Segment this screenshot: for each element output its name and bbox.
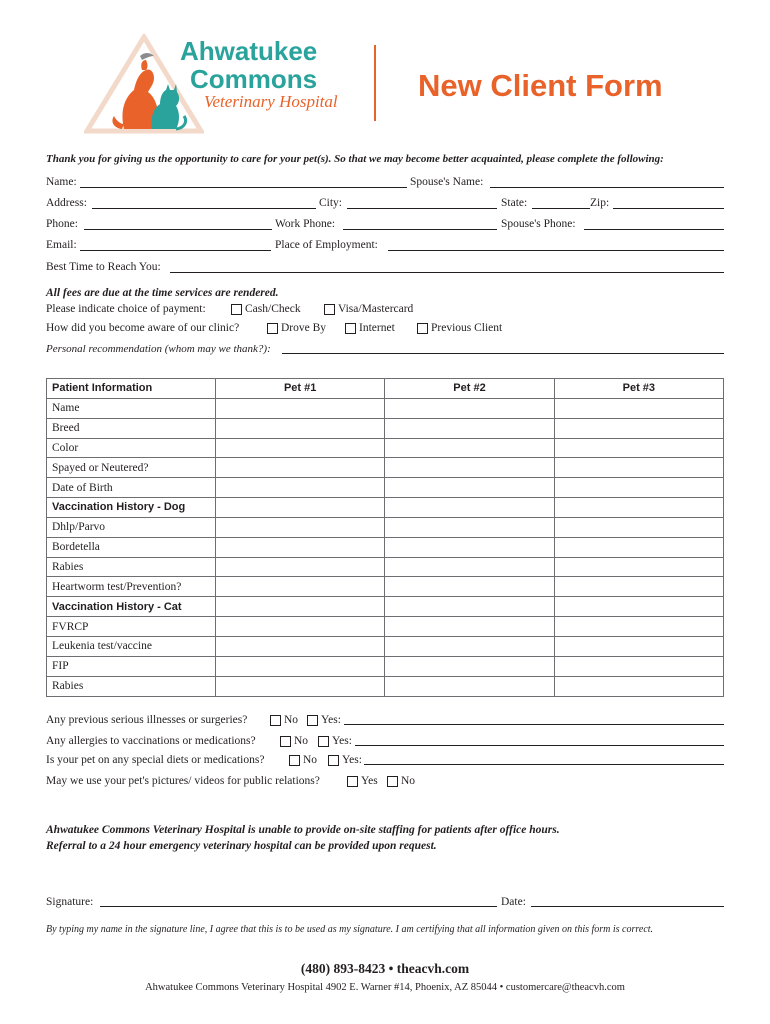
table-row	[47, 478, 724, 498]
logo-line2: Commons	[190, 64, 318, 94]
pet-1-cell[interactable]	[216, 617, 385, 637]
pet-2-cell[interactable]	[385, 656, 554, 676]
cash-check-checkbox[interactable]	[231, 304, 242, 315]
header-pet-2: Pet #2	[385, 379, 554, 399]
table-row	[47, 577, 724, 597]
q1-no-checkbox[interactable]	[270, 715, 281, 726]
table-row	[47, 517, 724, 537]
q3-no-checkbox[interactable]	[289, 755, 300, 766]
drove-by-label: Drove By	[281, 322, 327, 334]
table-row	[47, 458, 724, 478]
q2-yes-label: Yes:	[332, 735, 352, 747]
form-title: New Client Form	[418, 68, 663, 103]
pet-3-cell[interactable]	[554, 676, 723, 696]
pet-2-cell	[385, 597, 554, 617]
q2-label: Any allergies to vaccinations or medications?	[46, 735, 256, 747]
intro-text: Thank you for giving us the opportunity to care for your pet(s). So that we may become better acquainted, please complete the following:	[46, 153, 664, 165]
name-label: Name:	[46, 176, 77, 188]
spouse-name-label: Spouse's Name:	[410, 176, 484, 188]
q2-yes-checkbox[interactable]	[318, 736, 329, 747]
spouse-phone-field[interactable]	[584, 229, 724, 230]
row-label: Dhlp/Parvo	[47, 517, 216, 537]
q3-yes-checkbox[interactable]	[328, 755, 339, 766]
q4-yes-checkbox[interactable]	[347, 776, 358, 787]
table-row	[47, 498, 724, 518]
logo	[84, 34, 354, 134]
logo-line1: Ahwatukee	[180, 36, 318, 66]
employment-label: Place of Employment:	[275, 239, 378, 251]
pet-1-cell	[216, 498, 385, 518]
pet-2-cell[interactable]	[385, 557, 554, 577]
footer-contact: (480) 893-8423 • theacvh.com	[300, 961, 470, 976]
q3-yes-field[interactable]	[364, 764, 724, 765]
visa-mastercard-checkbox[interactable]	[324, 304, 335, 315]
email-label: Email:	[46, 239, 77, 251]
pet-2-cell[interactable]	[385, 418, 554, 438]
table-row	[47, 557, 724, 577]
table-header-row	[47, 379, 724, 399]
row-label: Color	[47, 438, 216, 458]
email-field[interactable]	[80, 250, 271, 251]
pet-2-cell[interactable]	[385, 517, 554, 537]
pet-1-cell[interactable]	[216, 418, 385, 438]
q3-label: Is your pet on any special diets or medications?	[46, 754, 265, 766]
q2-yes-field[interactable]	[355, 745, 724, 746]
pet-1-cell[interactable]	[216, 636, 385, 656]
pet-2-cell[interactable]	[385, 458, 554, 478]
notice-line1: Ahwatukee Commons Veterinary Hospital is unable to provide on-site staffing for patients after office hours.	[46, 824, 560, 836]
pet-2-cell[interactable]	[385, 537, 554, 557]
recommendation-field[interactable]	[282, 353, 724, 354]
fees-notice: All fees are due at the time services are rendered.	[46, 287, 279, 299]
pet-1-cell[interactable]	[216, 438, 385, 458]
address-label: Address:	[46, 197, 87, 209]
q1-yes-label: Yes:	[321, 714, 341, 726]
pet-3-cell[interactable]	[554, 438, 723, 458]
logo-line3: Veterinary Hospital	[204, 92, 338, 111]
pet-1-cell[interactable]	[216, 478, 385, 498]
row-label: Breed	[47, 418, 216, 438]
pet-2-cell[interactable]	[385, 617, 554, 637]
name-field[interactable]	[80, 187, 407, 188]
recommendation-label: Personal recommendation (whom may we thank?):	[46, 343, 271, 355]
previous-client-label: Previous Client	[431, 322, 503, 334]
internet-checkbox[interactable]	[345, 323, 356, 334]
q4-no-label: No	[401, 775, 416, 787]
q3-no-label: No	[303, 754, 318, 766]
spouse-phone-label: Spouse's Phone:	[501, 218, 576, 230]
q2-no-checkbox[interactable]	[280, 736, 291, 747]
employment-field[interactable]	[388, 250, 724, 251]
section-heading: Vaccination History - Cat	[47, 597, 216, 617]
row-label: Rabies	[47, 557, 216, 577]
q4-label: May we use your pet's pictures/ videos for public relations?	[46, 775, 320, 787]
footer-address: Ahwatukee Commons Veterinary Hospital 4902 E. Warner #14, Phoenix, AZ 85044 • customercare@theacvh.com	[145, 982, 625, 993]
table-row	[47, 438, 724, 458]
spouse-name-field[interactable]	[490, 187, 724, 188]
pet-3-cell[interactable]	[554, 537, 723, 557]
pet-1-cell[interactable]	[216, 577, 385, 597]
table-row	[47, 537, 724, 557]
date-label: Date:	[501, 896, 526, 908]
date-field[interactable]	[531, 906, 724, 907]
q1-no-label: No	[284, 714, 299, 726]
pet-2-cell[interactable]	[385, 398, 554, 418]
best-time-field[interactable]	[170, 272, 724, 273]
visa-mastercard-label: Visa/Mastercard	[338, 303, 414, 315]
cash-check-label: Cash/Check	[245, 303, 301, 315]
table-row	[47, 636, 724, 656]
row-label: Heartworm test/Prevention?	[47, 577, 216, 597]
pet-2-cell[interactable]	[385, 636, 554, 656]
phone-field[interactable]	[84, 229, 272, 230]
payment-choice-label: Please indicate choice of payment:	[46, 303, 206, 315]
pet-3-cell[interactable]	[554, 656, 723, 676]
row-label: Bordetella	[47, 537, 216, 557]
patient-table	[46, 378, 724, 697]
pet-1-cell[interactable]	[216, 676, 385, 696]
q1-yes-field[interactable]	[344, 724, 724, 725]
pet-2-cell[interactable]	[385, 676, 554, 696]
header-pet-3: Pet #3	[554, 379, 723, 399]
q3-yes-label: Yes:	[342, 754, 362, 766]
signature-label: Signature:	[46, 896, 94, 908]
row-label: Leukenia test/vaccine	[47, 636, 216, 656]
pet-1-cell	[216, 597, 385, 617]
state-field[interactable]	[532, 208, 590, 209]
row-label: Name	[47, 398, 216, 418]
pet-1-cell[interactable]	[216, 537, 385, 557]
best-time-label: Best Time to Reach You:	[46, 261, 161, 273]
pet-3-cell[interactable]	[554, 577, 723, 597]
pet-2-cell[interactable]	[385, 438, 554, 458]
signature-disclaimer: By typing my name in the signature line, I agree that this is to be used as my signature. I am certifying that all information given on this form is correct.	[46, 924, 654, 935]
row-label: Rabies	[47, 676, 216, 696]
pet-1-cell[interactable]	[216, 557, 385, 577]
pet-3-cell[interactable]	[554, 517, 723, 537]
signature-field[interactable]	[100, 906, 497, 907]
state-label: State:	[501, 197, 528, 209]
pet-1-cell[interactable]	[216, 458, 385, 478]
notice-line2: Referral to a 24 hour emergency veterinary hospital can be provided upon request.	[46, 840, 437, 852]
table-row	[47, 418, 724, 438]
pet-2-cell	[385, 498, 554, 518]
pet-1-cell[interactable]	[216, 656, 385, 676]
pet-3-cell[interactable]	[554, 617, 723, 637]
city-label: City:	[319, 197, 343, 209]
previous-client-checkbox[interactable]	[417, 323, 428, 334]
table-row	[47, 676, 724, 696]
internet-label: Internet	[359, 322, 395, 334]
pet-3-cell[interactable]	[554, 557, 723, 577]
pet-3-cell[interactable]	[554, 458, 723, 478]
pet-2-cell[interactable]	[385, 577, 554, 597]
drove-by-checkbox[interactable]	[267, 323, 278, 334]
q2-no-label: No	[294, 735, 309, 747]
pet-1-cell[interactable]	[216, 398, 385, 418]
address-field[interactable]	[92, 208, 316, 209]
pet-1-cell[interactable]	[216, 517, 385, 537]
q4-no-checkbox[interactable]	[387, 776, 398, 787]
q1-label: Any previous serious illnesses or surgeries?	[46, 714, 248, 726]
table-row	[47, 656, 724, 676]
row-label: FIP	[47, 656, 216, 676]
table-row	[47, 597, 724, 617]
header-patient-info: Patient Information	[47, 379, 216, 399]
q4-yes-label: Yes	[361, 775, 378, 787]
phone-label: Phone:	[46, 218, 78, 230]
header-divider	[374, 45, 376, 121]
zip-label: Zip:	[590, 197, 610, 209]
aware-label: How did you become aware of our clinic?	[46, 322, 240, 334]
city-field[interactable]	[347, 208, 497, 209]
pet-3-cell	[554, 498, 723, 518]
pet-3-cell[interactable]	[554, 478, 723, 498]
row-label: Spayed or Neutered?	[47, 458, 216, 478]
row-label: FVRCP	[47, 617, 216, 637]
q1-yes-checkbox[interactable]	[307, 715, 318, 726]
pet-3-cell	[554, 597, 723, 617]
zip-field[interactable]	[613, 208, 724, 209]
table-row	[47, 398, 724, 418]
header-pet-1: Pet #1	[216, 379, 385, 399]
pet-3-cell[interactable]	[554, 636, 723, 656]
pet-2-cell[interactable]	[385, 478, 554, 498]
work-phone-label: Work Phone:	[275, 218, 336, 230]
table-row	[47, 617, 724, 637]
pet-3-cell[interactable]	[554, 418, 723, 438]
work-phone-field[interactable]	[343, 229, 497, 230]
pet-3-cell[interactable]	[554, 398, 723, 418]
row-label: Date of Birth	[47, 478, 216, 498]
section-heading: Vaccination History - Dog	[47, 498, 216, 518]
